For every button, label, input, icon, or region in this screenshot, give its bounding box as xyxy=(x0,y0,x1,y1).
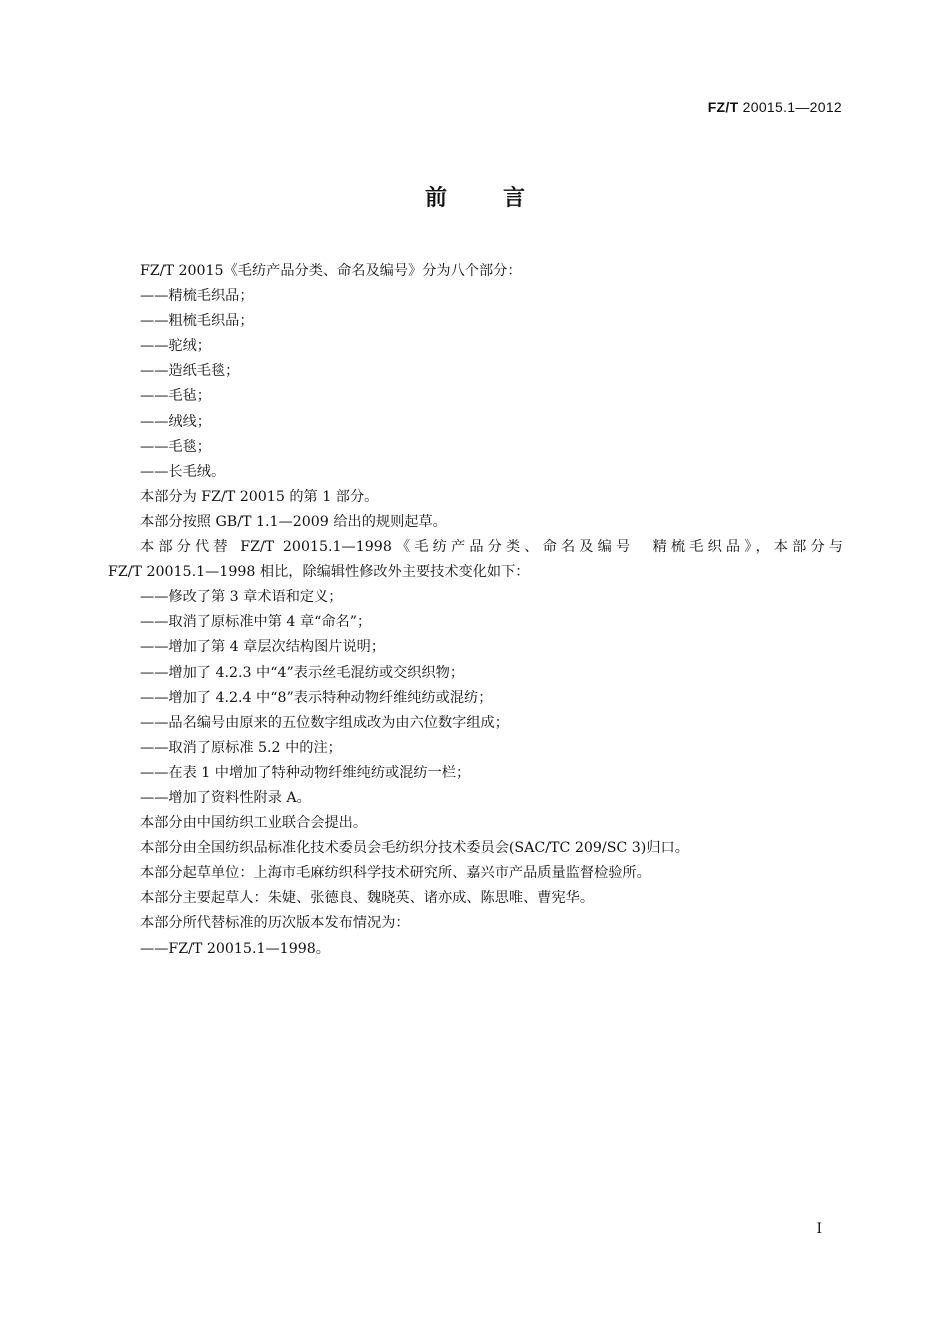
list-item-part-8: ——长毛绒。 xyxy=(140,463,226,480)
paragraph-drafting-units: 本部分起草单位：上海市毛麻纺织科学技术研究所、嘉兴市产品质量监督检验所。 xyxy=(140,865,651,882)
paragraph-version-history: 本部分所代替标准的历次版本发布情况为： xyxy=(140,915,410,932)
title-char-1: 前 xyxy=(424,186,447,211)
paragraph-proposer: 本部分由中国纺织工业联合会提出。 xyxy=(140,815,368,832)
list-item-part-7: ——毛毯； xyxy=(140,438,211,455)
list-item-part-5: ——毛毡； xyxy=(140,388,211,405)
change-item: ——增加了资料性附录 A。 xyxy=(140,789,311,806)
paragraph-part-number: 本部分为 FZ/T 20015 的第 1 部分。 xyxy=(140,488,379,505)
change-item: ——在表 1 中增加了特种动物纤维纯纺或混纺一栏； xyxy=(140,764,471,781)
paragraph-replaces-line-2: FZ/T 20015.1—1998 相比，除编辑性修改外主要技术变化如下： xyxy=(108,564,530,581)
page-number: I xyxy=(816,1221,822,1237)
title-char-2: 言 xyxy=(503,186,526,211)
paragraph-technical-committee: 本部分由全国纺织品标准化技术委员会毛纺织分技术委员会(SAC/TC 209/SC 3)归口。 xyxy=(140,840,689,857)
standard-code xyxy=(708,99,842,115)
change-item: ——取消了原标准中第 4 章“命名”； xyxy=(140,614,372,631)
change-item: ——修改了第 3 章术语和定义； xyxy=(140,589,343,606)
standard-number: 20015.1—2012 xyxy=(742,99,842,115)
change-item: ——增加了第 4 章层次结构图片说明； xyxy=(140,639,386,656)
paragraph-replaces-line-1: 本部分代替 FZ/T 20015.1—1998《毛纺产品分类、命名及编号 精梳毛织品》，本部分与 xyxy=(140,539,843,556)
page-title xyxy=(0,181,950,212)
list-item-part-4: ——造纸毛毯； xyxy=(140,363,240,380)
list-item-part-3: ——驼绒； xyxy=(140,338,211,355)
list-item-part-6: ——绒线； xyxy=(140,413,211,430)
change-item: ——增加了 4.2.3 中“4”表示丝毛混纺或交织织物； xyxy=(140,664,465,681)
paragraph-intro: FZ/T 20015《毛纺产品分类、命名及编号》分为八个部分： xyxy=(140,263,522,279)
change-item: ——取消了原标准 5.2 中的注； xyxy=(140,739,342,756)
list-item-previous-version: ——FZ/T 20015.1—1998。 xyxy=(140,940,330,957)
list-item-part-1: ——精梳毛织品； xyxy=(140,288,254,305)
paragraph-drafters: 本部分主要起草人：朱婕、张德良、魏晓英、诸亦成、陈思唯、曹宪华。 xyxy=(140,890,595,907)
change-item: ——增加了 4.2.4 中“8”表示特种动物纤维纯纺或混纺； xyxy=(140,689,493,706)
paragraph-drafting-rules: 本部分按照 GB/T 1.1—2009 给出的规则起草。 xyxy=(140,513,447,530)
foreword-body xyxy=(108,259,843,962)
change-item: ——品名编号由原来的五位数字组成改为由六位数字组成； xyxy=(140,714,509,731)
standard-prefix: FZ/T xyxy=(707,99,739,115)
list-item-part-2: ——粗梳毛织品； xyxy=(140,313,254,330)
